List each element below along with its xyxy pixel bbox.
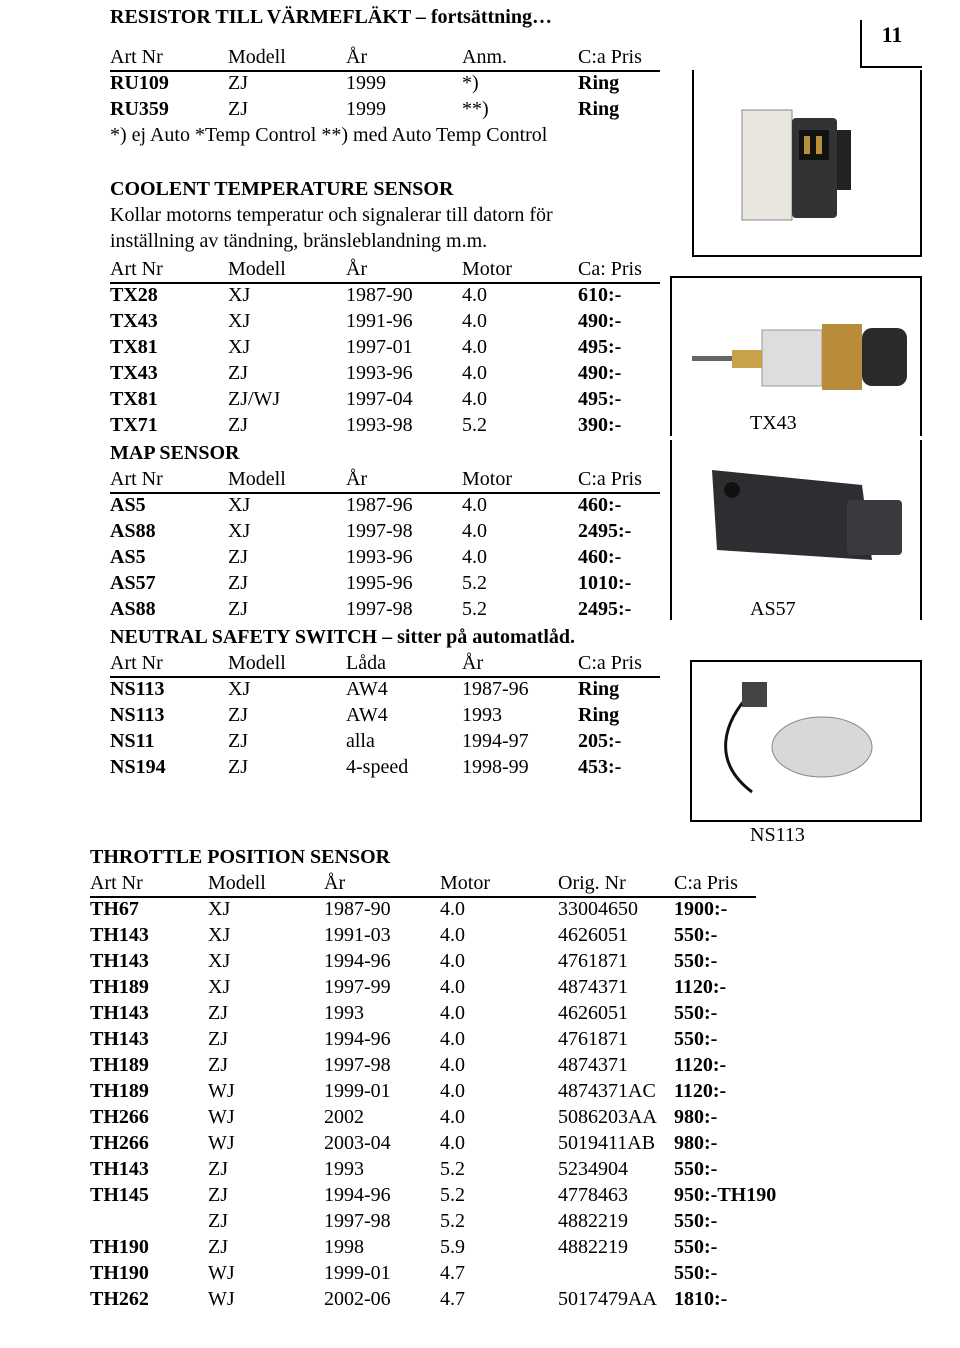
- table-cell: ZJ: [208, 1054, 228, 1076]
- table-cell: 4.0: [462, 388, 487, 410]
- column-header: C:a Pris: [674, 872, 738, 894]
- column-header: Art Nr: [110, 46, 163, 68]
- table-cell: 550:-: [674, 1236, 718, 1258]
- table-cell: 550:-: [674, 924, 718, 946]
- table-row: [110, 360, 660, 386]
- throttle-title: THROTTLE POSITION SENSOR: [90, 846, 391, 868]
- table-row: [90, 1156, 756, 1182]
- table-cell: 2495:-: [578, 520, 632, 542]
- table-row: [90, 1286, 756, 1312]
- table-cell: ZJ: [228, 704, 248, 726]
- table-cell: ZJ: [228, 572, 248, 594]
- as57-caption: AS57: [750, 598, 796, 620]
- table-cell: TH189: [90, 976, 149, 998]
- table-cell: 4.0: [440, 1002, 465, 1024]
- table-cell: 1120:-: [674, 1054, 727, 1076]
- column-header: C:a Pris: [578, 652, 642, 674]
- table-cell: TH67: [90, 898, 139, 920]
- table-cell: 495:-: [578, 388, 622, 410]
- table-cell: 390:-: [578, 414, 622, 436]
- table-row: [110, 386, 660, 412]
- table-cell: 4.0: [462, 284, 487, 306]
- table-cell: 1997-98: [324, 1210, 391, 1232]
- column-header: År: [346, 468, 368, 490]
- table-cell: 5019411AB: [558, 1132, 656, 1154]
- table-cell: TH266: [90, 1132, 149, 1154]
- table-cell: WJ: [208, 1288, 235, 1310]
- table-cell: 5.2: [462, 414, 487, 436]
- table-cell: TH143: [90, 924, 149, 946]
- table-cell: 4874371AC: [558, 1080, 656, 1102]
- table-cell: TH266: [90, 1106, 149, 1128]
- table-cell: 2002: [324, 1106, 364, 1128]
- as57-image-frame: [670, 440, 922, 620]
- table-cell: 1987-90: [346, 284, 413, 306]
- table-cell: TH143: [90, 1028, 149, 1050]
- table-cell: 495:-: [578, 336, 622, 358]
- table-cell: XJ: [208, 976, 231, 998]
- table-cell: TX43: [110, 310, 158, 332]
- table-cell: 4.0: [440, 898, 465, 920]
- table-cell: XJ: [208, 924, 231, 946]
- table-cell: 4.0: [462, 362, 487, 384]
- table-cell: TH143: [90, 950, 149, 972]
- column-header: År: [324, 872, 346, 894]
- table-cell: 1993: [462, 704, 502, 726]
- table-row: [110, 282, 660, 308]
- table-cell: 980:-: [674, 1132, 718, 1154]
- table-cell: 1997-98: [346, 520, 413, 542]
- table-cell: ZJ: [228, 546, 248, 568]
- table-cell: 4.0: [462, 336, 487, 358]
- table-cell: 33004650: [558, 898, 638, 920]
- table-cell: XJ: [208, 950, 231, 972]
- tx43-part-image: [672, 278, 920, 398]
- table-cell: 1994-96: [324, 1184, 391, 1206]
- table-cell: 610:-: [578, 284, 622, 306]
- table-cell: 4874371: [558, 1054, 628, 1076]
- column-header: Modell: [228, 258, 286, 280]
- table-cell: 550:-: [674, 1262, 718, 1284]
- table-cell: XJ: [228, 310, 251, 332]
- table-row: [90, 1052, 756, 1078]
- table-cell: alla: [346, 730, 375, 752]
- table-cell: TX81: [110, 388, 158, 410]
- table-cell: WJ: [208, 1106, 235, 1128]
- table-cell: 1993-96: [346, 362, 413, 384]
- table-cell: 4.0: [440, 1132, 465, 1154]
- table-cell: 1987-96: [462, 678, 529, 700]
- table-cell: 1995-96: [346, 572, 413, 594]
- ns113-part-image: [692, 662, 920, 820]
- neutral-title: NEUTRAL SAFETY SWITCH – sitter på automatlåd.: [110, 626, 576, 648]
- column-header: Modell: [228, 46, 286, 68]
- table-cell: 205:-: [578, 730, 622, 752]
- column-header: Art Nr: [110, 258, 163, 280]
- table-cell: 5017479AA: [558, 1288, 657, 1310]
- table-row: [110, 518, 660, 544]
- table-cell: AS5: [110, 494, 146, 516]
- table-cell: AS88: [110, 520, 156, 542]
- table-cell: RU109: [110, 72, 169, 94]
- table-cell: TH189: [90, 1054, 149, 1076]
- table-cell: 1900:-: [674, 898, 728, 920]
- resistor-table-header: [110, 44, 660, 72]
- column-header: Orig. Nr: [558, 872, 626, 894]
- column-header: C:a Pris: [578, 46, 642, 68]
- table-cell: 4.0: [440, 976, 465, 998]
- table-cell: 4882219: [558, 1210, 628, 1232]
- table-cell: 550:-: [674, 1158, 718, 1180]
- table-cell: 4778463: [558, 1184, 628, 1206]
- column-header: Motor: [440, 872, 490, 894]
- column-header: År: [346, 258, 368, 280]
- table-cell: ZJ: [208, 1184, 228, 1206]
- table-cell: Ring: [578, 72, 620, 94]
- table-row: [90, 1182, 777, 1208]
- table-cell: 1999: [346, 72, 386, 94]
- table-row: [110, 754, 660, 780]
- column-header: Motor: [462, 468, 512, 490]
- table-cell: AS5: [110, 546, 146, 568]
- table-cell: 4.7: [440, 1262, 465, 1284]
- table-row: [90, 922, 756, 948]
- coolant-description-line1: Kollar motorns temperatur och signalerar till datorn för: [110, 204, 553, 226]
- table-cell: ZJ: [208, 1002, 228, 1024]
- table-row: [110, 96, 660, 122]
- column-header: Art Nr: [110, 468, 163, 490]
- table-cell: 1999-01: [324, 1080, 391, 1102]
- table-row: [90, 948, 756, 974]
- table-row: [90, 1026, 756, 1052]
- table-cell: NS113: [110, 704, 165, 726]
- table-cell: 490:-: [578, 362, 622, 384]
- table-cell: 4882219: [558, 1236, 628, 1258]
- table-cell: 4761871: [558, 1028, 628, 1050]
- table-cell: 1994-97: [462, 730, 529, 752]
- column-header: Motor: [462, 258, 512, 280]
- table-row: [110, 728, 660, 754]
- table-cell: XJ: [228, 336, 251, 358]
- column-header: Art Nr: [110, 652, 163, 674]
- table-cell: 950:-TH190: [674, 1184, 777, 1206]
- table-cell: 980:-: [674, 1106, 718, 1128]
- table-cell: 460:-: [578, 546, 622, 568]
- table-row: [110, 334, 660, 360]
- table-row: [110, 70, 660, 96]
- table-cell: 1991-96: [346, 310, 413, 332]
- column-header: Modell: [208, 872, 266, 894]
- table-row: [110, 544, 660, 570]
- table-cell: 550:-: [674, 1002, 718, 1024]
- table-cell: TX28: [110, 284, 158, 306]
- table-cell: 1987-96: [346, 494, 413, 516]
- table-cell: TH143: [90, 1002, 149, 1024]
- table-cell: 1994-96: [324, 950, 391, 972]
- table-cell: XJ: [208, 898, 231, 920]
- table-cell: ZJ: [208, 1158, 228, 1180]
- table-cell: ZJ: [228, 362, 248, 384]
- table-cell: 1997-98: [346, 598, 413, 620]
- table-row: [90, 896, 756, 922]
- table-cell: ZJ: [228, 414, 248, 436]
- table-cell: ZJ/WJ: [228, 388, 281, 410]
- column-header: Modell: [228, 652, 286, 674]
- table-cell: ZJ: [228, 72, 248, 94]
- table-cell: XJ: [228, 678, 251, 700]
- neutral-table-header: [110, 650, 660, 678]
- table-cell: NS11: [110, 730, 155, 752]
- table-cell: 4.0: [440, 1106, 465, 1128]
- table-row: [90, 1130, 756, 1156]
- table-cell: *): [462, 72, 479, 94]
- table-cell: NS113: [110, 678, 165, 700]
- table-cell: 4626051: [558, 924, 628, 946]
- table-cell: 490:-: [578, 310, 622, 332]
- table-cell: 453:-: [578, 756, 622, 778]
- column-header: År: [346, 46, 368, 68]
- table-cell: 1993: [324, 1158, 364, 1180]
- table-cell: ZJ: [208, 1236, 228, 1258]
- table-cell: XJ: [228, 520, 251, 542]
- table-cell: NS194: [110, 756, 166, 778]
- table-cell: TX81: [110, 336, 158, 358]
- table-cell: 4.0: [440, 1028, 465, 1050]
- table-cell: ZJ: [208, 1210, 228, 1232]
- table-cell: TX71: [110, 414, 158, 436]
- table-cell: 1997-99: [324, 976, 391, 998]
- table-cell: 4626051: [558, 1002, 628, 1024]
- table-cell: 2003-04: [324, 1132, 391, 1154]
- table-cell: 1120:-: [674, 976, 727, 998]
- table-cell: 5234904: [558, 1158, 628, 1180]
- table-cell: ZJ: [228, 98, 248, 120]
- table-cell: 1010:-: [578, 572, 632, 594]
- table-cell: TH189: [90, 1080, 149, 1102]
- table-cell: 5086203AA: [558, 1106, 657, 1128]
- table-row: [90, 1000, 756, 1026]
- map-title: MAP SENSOR: [110, 442, 240, 464]
- table-cell: 5.2: [440, 1210, 465, 1232]
- table-cell: 1998-99: [462, 756, 529, 778]
- table-row: [110, 412, 660, 438]
- table-cell: 1999-01: [324, 1262, 391, 1284]
- coolant-description-line2: inställning av tändning, bränsleblandning m.m.: [110, 230, 488, 252]
- table-cell: WJ: [208, 1262, 235, 1284]
- table-cell: 1997-01: [346, 336, 413, 358]
- table-cell: AW4: [346, 704, 388, 726]
- table-cell: 2495:-: [578, 598, 632, 620]
- table-cell: 4.0: [462, 310, 487, 332]
- table-cell: TH143: [90, 1158, 149, 1180]
- table-cell: 4.0: [462, 546, 487, 568]
- column-header: År: [462, 652, 484, 674]
- table-cell: 1994-96: [324, 1028, 391, 1050]
- table-cell: AS88: [110, 598, 156, 620]
- tx43-caption: TX43: [750, 412, 797, 434]
- table-cell: 1810:-: [674, 1288, 728, 1310]
- column-header: Anm.: [462, 46, 507, 68]
- column-header: Art Nr: [90, 872, 143, 894]
- table-cell: AW4: [346, 678, 388, 700]
- page-number: 11: [860, 20, 922, 68]
- table-cell: TH190: [90, 1262, 149, 1284]
- table-row: [90, 1078, 756, 1104]
- table-cell: 1993-96: [346, 546, 413, 568]
- table-cell: 4.0: [440, 924, 465, 946]
- table-cell: 1993-98: [346, 414, 413, 436]
- table-cell: 4761871: [558, 950, 628, 972]
- as57-part-image: [672, 440, 920, 590]
- table-cell: 4.0: [440, 1080, 465, 1102]
- table-cell: 550:-: [674, 1028, 718, 1050]
- table-row: [110, 570, 660, 596]
- table-cell: XJ: [228, 494, 251, 516]
- table-cell: 550:-: [674, 1210, 718, 1232]
- column-header: Ca: Pris: [578, 258, 642, 280]
- table-cell: RU359: [110, 98, 169, 120]
- coolant-table-header: [110, 256, 660, 284]
- table-cell: TH145: [90, 1184, 149, 1206]
- table-cell: 4.0: [440, 950, 465, 972]
- resistor-part-image: [694, 70, 920, 255]
- table-cell: ZJ: [228, 756, 248, 778]
- table-cell: 1120:-: [674, 1080, 727, 1102]
- table-cell: 5.2: [462, 572, 487, 594]
- table-cell: 1991-03: [324, 924, 391, 946]
- table-cell: 1999: [346, 98, 386, 120]
- table-cell: 4874371: [558, 976, 628, 998]
- table-row: [90, 1104, 756, 1130]
- table-cell: 4-speed: [346, 756, 409, 778]
- table-row: [90, 1260, 756, 1286]
- coolant-title: COOLENT TEMPERATURE SENSOR: [110, 178, 454, 200]
- table-cell: TH190: [90, 1236, 149, 1258]
- table-cell: 460:-: [578, 494, 622, 516]
- column-header: Låda: [346, 652, 386, 674]
- column-header: Modell: [228, 468, 286, 490]
- table-cell: ZJ: [208, 1028, 228, 1050]
- table-cell: 5.2: [440, 1158, 465, 1180]
- table-cell: 4.0: [462, 494, 487, 516]
- table-cell: 4.7: [440, 1288, 465, 1310]
- table-cell: Ring: [578, 678, 620, 700]
- table-row: [110, 702, 660, 728]
- ns113-image-frame: [690, 660, 922, 822]
- table-cell: Ring: [578, 704, 620, 726]
- table-cell: 1987-90: [324, 898, 391, 920]
- table-row: [110, 596, 660, 622]
- table-cell: 5.9: [440, 1236, 465, 1258]
- resistor-title: RESISTOR TILL VÄRMEFLÄKT – fortsättning…: [110, 6, 552, 28]
- table-cell: WJ: [208, 1080, 235, 1102]
- table-row: [110, 676, 660, 702]
- table-row: [90, 974, 756, 1000]
- column-header: C:a Pris: [578, 468, 642, 490]
- table-cell: XJ: [228, 284, 251, 306]
- table-row: [110, 308, 660, 334]
- table-cell: AS57: [110, 572, 156, 594]
- table-cell: 1997-04: [346, 388, 413, 410]
- map-table-header: [110, 466, 660, 494]
- table-cell: 1993: [324, 1002, 364, 1024]
- table-cell: 5.2: [440, 1184, 465, 1206]
- table-cell: 4.0: [462, 520, 487, 542]
- ns113-caption: NS113: [750, 824, 805, 846]
- table-cell: ZJ: [228, 730, 248, 752]
- table-row: [110, 492, 660, 518]
- table-row: [90, 1208, 756, 1234]
- table-row: [90, 1234, 756, 1260]
- table-cell: 4.0: [440, 1054, 465, 1076]
- table-cell: Ring: [578, 98, 620, 120]
- table-cell: WJ: [208, 1132, 235, 1154]
- throttle-table-header: [90, 870, 756, 898]
- table-cell: **): [462, 98, 489, 120]
- table-cell: 2002-06: [324, 1288, 391, 1310]
- table-cell: ZJ: [228, 598, 248, 620]
- table-cell: 1998: [324, 1236, 364, 1258]
- table-cell: 5.2: [462, 598, 487, 620]
- resistor-note: *) ej Auto *Temp Control **) med Auto Temp Control: [110, 124, 548, 146]
- table-cell: TH262: [90, 1288, 149, 1310]
- table-cell: 1997-98: [324, 1054, 391, 1076]
- table-cell: TX43: [110, 362, 158, 384]
- resistor-image-frame: [692, 70, 922, 257]
- table-cell: 550:-: [674, 950, 718, 972]
